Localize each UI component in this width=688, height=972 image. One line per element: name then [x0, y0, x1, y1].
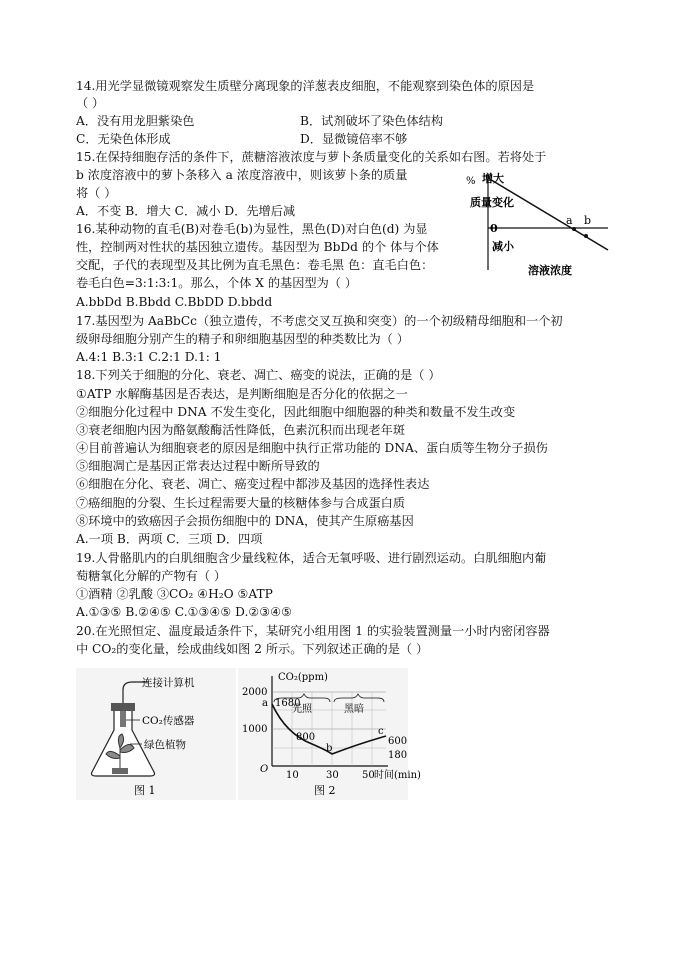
fig2-y-tick-1000: 1000 — [242, 724, 268, 735]
q14-option-b: B．试剂破坏了染色体结构 — [300, 114, 444, 128]
label-computer: 连接计算机 — [142, 677, 195, 689]
q18-stem: 18.下列关于细胞的分化、衰老、凋亡、癌变的说法，正确的是（ ） — [76, 368, 441, 382]
q16-line-3: 交配，子代的表现型及其比例为直毛黑色：卷毛黑 色：直毛白色： — [76, 258, 434, 272]
fig2-y-unit: CO₂(ppm) — [278, 672, 328, 683]
q18-item-4: ④目前普遍认为细胞衰老的原因是细胞中执行正常功能的 DNA、蛋白质等生物分子损伤 — [76, 441, 548, 455]
fig2-point-c: c — [378, 726, 384, 737]
plant-pot — [112, 768, 128, 774]
fig15-y-top-label: 增大 — [482, 172, 504, 185]
fig2-point-a: a — [262, 698, 268, 709]
q20-line-1: 20.在光照恒定、温度最适条件下，某研究小组用图 1 的实验装置测量一小时内密闭容器 — [76, 624, 550, 638]
fig2-x-label: 时间(min) — [374, 770, 421, 781]
fig15-point-a — [572, 227, 576, 231]
q14-option-c: C．无染色体形成 — [76, 132, 171, 146]
q14-paren: （ ） — [76, 96, 105, 110]
q16-line-1: 16.某种动物的直毛(B)对卷毛(b)为显性，黑色(D)对白色(d) 为显 — [76, 222, 428, 236]
fig15-y-bottom-label: 减小 — [492, 240, 514, 253]
q15-figure — [458, 170, 618, 280]
q18-options: A.一项 B．两项 C．三项 D．四项 — [76, 532, 263, 546]
q19-line-1: 19.人骨骼肌内的白肌细胞含少量线粒体，适合无氧呼吸、进行剧烈运动。白肌细胞内葡 — [76, 551, 547, 565]
q17-line-2: 级卵母细胞分别产生的精子和卵细胞基因型的种类数比为（ ） — [76, 332, 409, 346]
fig2-value-180: 180 — [388, 750, 408, 761]
q17-line-1: 17.基因型为 AaBbCc（独立遗传，不考虑交叉互换和突变）的一个初级精母细胞和一个初 — [76, 314, 563, 328]
q19-items: ①酒精 ②乳酸 ③CO₂ ④H₂O ⑤ATP — [76, 587, 273, 601]
q15-line-2: b 浓度溶液中的萝卜条移入 a 浓度溶液中，则该萝卜条的质量 — [76, 168, 408, 182]
q18-item-5: ⑤细胞凋亡是基因正常表达过程中断所导致的 — [76, 459, 320, 473]
q18-item-1: ①ATP 水解酶基因是否表达，是判断细胞是否分化的依据之一 — [76, 387, 408, 401]
fig2-x-tick-10: 10 — [286, 770, 299, 781]
q16-options: A.bbDd B.Bbdd C.BbDD D.bbdd — [76, 295, 273, 309]
figure-2-caption: 图 2 — [314, 784, 336, 797]
fig2-value-600: 600 — [388, 736, 408, 747]
fig2-phase-dark: 黑暗 — [344, 704, 364, 715]
label-sensor: CO₂传感器 — [142, 715, 195, 727]
fig2-value-800: 800 — [296, 732, 316, 743]
fig2-origin: O — [260, 764, 269, 775]
fig15-zero: 0 — [490, 222, 498, 235]
q17-options: A.4:1 B.3:1 C.2:1 D.1: 1 — [76, 350, 222, 364]
q15-line-3: 将（ ） — [76, 186, 117, 200]
q16-line-2: 性，控制两对性状的基因独立遗传。基因型为 BbDd 的个 体与个体 — [76, 240, 439, 254]
q18-item-6: ⑥细胞在分化、衰老、凋亡、癌变过程中都涉及基因的选择性表达 — [76, 477, 430, 491]
fig2-y-tick-2000: 2000 — [242, 687, 268, 698]
fig2-point-b: b — [326, 743, 333, 754]
q15-options: A．不变 B．增大 C．减小 D．先增后减 — [76, 204, 296, 218]
fig2-x-tick-50: 50 — [362, 770, 375, 781]
figure-1-apparatus — [76, 668, 236, 800]
fig2-x-tick-30: 30 — [326, 770, 339, 781]
fig15-y-left-label: 质量变化 — [470, 196, 514, 209]
q20-line-2: 中 CO₂的变化量，绘成曲线如图 2 所示。下列叙述正确的是（ ） — [76, 642, 429, 656]
fig2-value-1680: 1680 — [275, 698, 301, 709]
figure-1-caption: 图 1 — [134, 784, 156, 797]
figure-2-co2-chart — [238, 668, 421, 800]
fig2-phase-light: 光照 — [292, 704, 312, 715]
fig15-point-b — [584, 234, 588, 238]
q18-item-2: ②细胞分化过程中 DNA 不发生变化，因此细胞中细胞器的种类和数量不发生改变 — [76, 405, 516, 419]
q14-stem: 14.用光学显微镜观察发生质壁分离现象的洋葱表皮细胞，不能观察到染色体的原因是 — [76, 79, 535, 93]
q14-option-a: A．没有用龙胆紫染色 — [76, 114, 195, 128]
fig15-label-b: b — [584, 214, 592, 227]
flask-stopper — [111, 703, 135, 711]
q18-item-8: ⑧环境中的致癌因子会损伤细胞中的 DNA，使其产生原癌基因 — [76, 514, 414, 528]
label-plant: 绿色植物 — [144, 739, 186, 751]
fig15-x-label: 溶液浓度 — [528, 264, 572, 277]
co2-sensor — [120, 711, 126, 727]
q16-line-4: 卷毛白色=3:1:3:1。那么，个体 X 的基因型为（ ） — [76, 276, 358, 290]
q15-line-1: 15.在保持细胞存活的条件下，蔗糖溶液浓度与萝卜条质量变化的关系如右图。若将处于 — [76, 150, 547, 164]
q19-line-2: 萄糖氧化分解的产物有（ ） — [76, 569, 227, 583]
fig15-label-a: a — [566, 214, 573, 227]
q18-item-7: ⑦癌细胞的分裂、生长过程需要大量的核糖体参与合成蛋白质 — [76, 496, 406, 510]
q18-item-3: ③衰老细胞内因为酪氨酸酶活性降低，色素沉积而出现老年斑 — [76, 423, 406, 437]
fig15-corner-mark: % — [466, 176, 476, 187]
q19-options: A.①③⑤ B.②④⑤ C.①③④⑤ D.②③④⑤ — [76, 605, 293, 619]
q14-option-d: D．显微镜倍率不够 — [300, 132, 408, 146]
